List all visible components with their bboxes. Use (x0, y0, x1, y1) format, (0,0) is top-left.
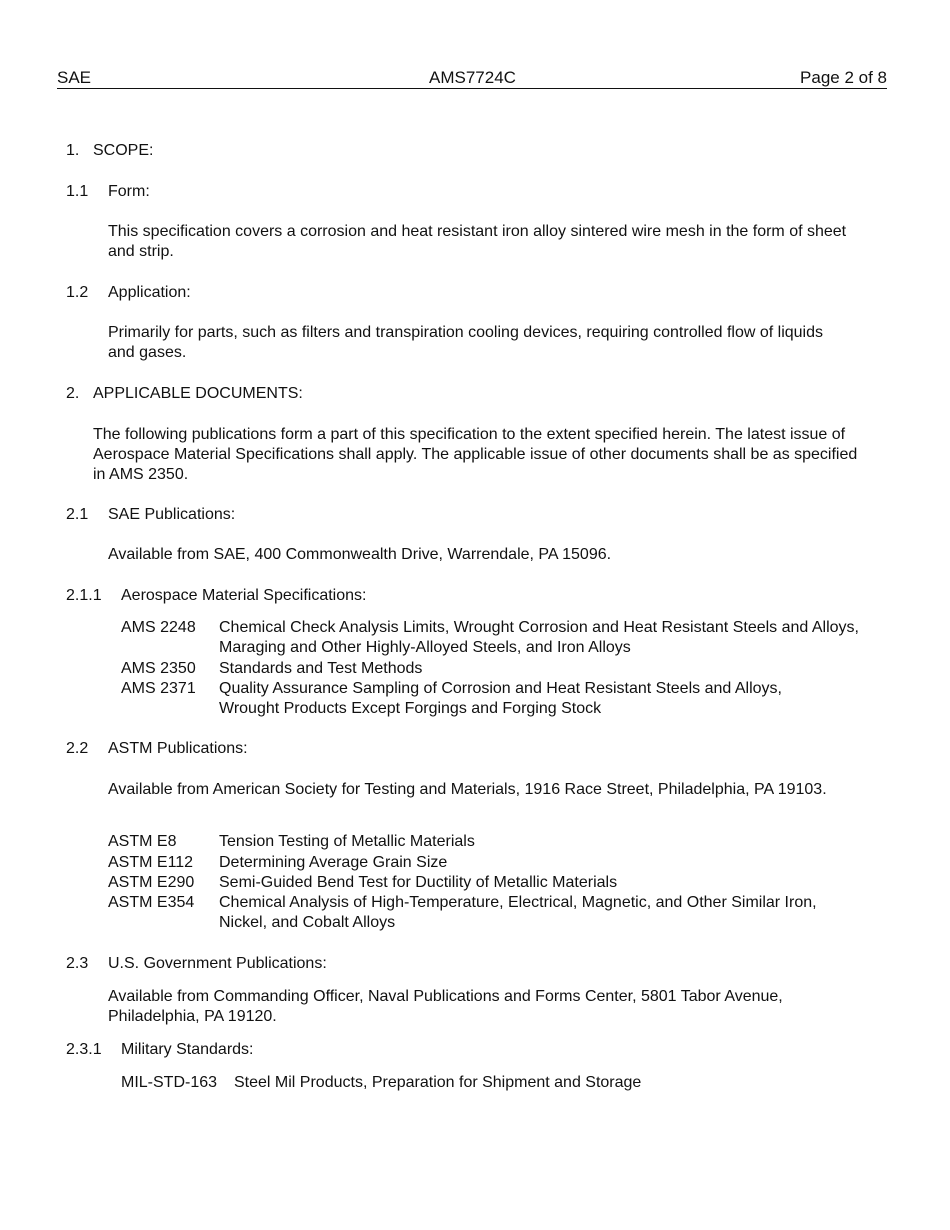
reference-row (121, 659, 866, 679)
section-number: 1. (66, 142, 80, 159)
reference-row (108, 873, 868, 893)
section-title: Form: (108, 183, 150, 200)
section-2-3-heading (66, 954, 327, 974)
reference-code: ASTM E112 (108, 854, 194, 871)
reference-description: Tension Testing of Metallic Materials (219, 833, 475, 850)
reference-description: Chemical Check Analysis Limits, Wrought Corrosion and Heat Resistant Steels and Alloys, Maraging and Other Highly-Alloyed Steels, and Iron Alloys (219, 619, 859, 656)
reference-description: Semi-Guided Bend Test for Ductility of Metallic Materials (219, 874, 618, 891)
section-number: 2.1.1 (66, 587, 102, 604)
section-1-1-text: This specification covers a corrosion and heat resistant iron alloy sintered wire mesh in the form of sheet and strip. (108, 223, 847, 260)
section-2-3-1-heading (66, 1040, 254, 1060)
section-2-1-heading (66, 505, 236, 525)
section-title: APPLICABLE DOCUMENTS: (93, 385, 303, 402)
section-number: 1.2 (66, 284, 89, 301)
section-title: SCOPE: (93, 142, 154, 159)
section-2-2-text: Available from American Society for Testing and Materials, 1916 Race Street, Philadelphia, PA 19103. (108, 781, 827, 798)
section-number: 2. (66, 385, 80, 402)
reference-row (108, 853, 868, 873)
section-2-heading (66, 384, 303, 404)
section-number: 2.1 (66, 506, 89, 523)
section-2-3-text: Available from Commanding Officer, Naval Publications and Forms Center, 5801 Tabor Avenue, Philadelphia, PA 19120. (108, 988, 783, 1025)
section-number: 2.3 (66, 955, 89, 972)
page-header (57, 68, 887, 89)
section-2-text: The following publications form a part of this specification to the extent specified herein. The latest issue of Aerospace Material Specifications shall apply. The applicable issue of other documents shall be as specified in AMS 2350. (93, 426, 858, 483)
reference-code: MIL-STD-163 (121, 1074, 218, 1091)
reference-description: Steel Mil Products, Preparation for Shipment and Storage (234, 1074, 642, 1091)
reference-code: AMS 2248 (121, 619, 196, 636)
section-2-2-heading (66, 739, 248, 759)
reference-description: Standards and Test Methods (219, 660, 423, 677)
reference-code: AMS 2350 (121, 660, 196, 677)
header-org: SAE (57, 68, 92, 87)
section-1-2-heading (66, 283, 191, 303)
reference-row (121, 679, 866, 719)
section-number: 2.2 (66, 740, 89, 757)
section-title: SAE Publications: (108, 506, 236, 523)
reference-code: ASTM E8 (108, 833, 177, 850)
section-1-heading (66, 141, 154, 161)
reference-row (108, 832, 868, 852)
reference-description: Chemical Analysis of High-Temperature, Electrical, Magnetic, and Other Similar Iron, Nickel, and Cobalt Alloys (219, 894, 817, 931)
reference-row (108, 893, 868, 933)
reference-code: AMS 2371 (121, 680, 196, 697)
section-2-1-text: Available from SAE, 400 Commonwealth Drive, Warrendale, PA 15096. (108, 546, 612, 563)
header-page-number: Page 2 of 8 (800, 68, 887, 87)
section-title: Application: (108, 284, 191, 301)
reference-row (121, 618, 866, 658)
section-1-2-text: Primarily for parts, such as filters and transpiration cooling devices, requiring controlled flow of liquids and gases. (108, 324, 823, 361)
reference-code: ASTM E354 (108, 894, 195, 911)
section-2-1-1-heading (66, 586, 367, 606)
reference-code: ASTM E290 (108, 874, 195, 891)
section-1-1-heading (66, 182, 150, 202)
reference-row (121, 1073, 866, 1093)
section-title: Aerospace Material Specifications: (121, 587, 367, 604)
reference-description: Determining Average Grain Size (219, 854, 448, 871)
reference-description: Quality Assurance Sampling of Corrosion and Heat Resistant Steels and Alloys, Wrought Products Except Forgings and Forging Stock (219, 680, 782, 717)
header-doc-number: AMS7724C (429, 68, 516, 87)
section-title: Military Standards: (121, 1041, 254, 1058)
section-number: 2.3.1 (66, 1041, 102, 1058)
section-title: ASTM Publications: (108, 740, 248, 757)
section-number: 1.1 (66, 183, 89, 200)
section-title: U.S. Government Publications: (108, 955, 327, 972)
